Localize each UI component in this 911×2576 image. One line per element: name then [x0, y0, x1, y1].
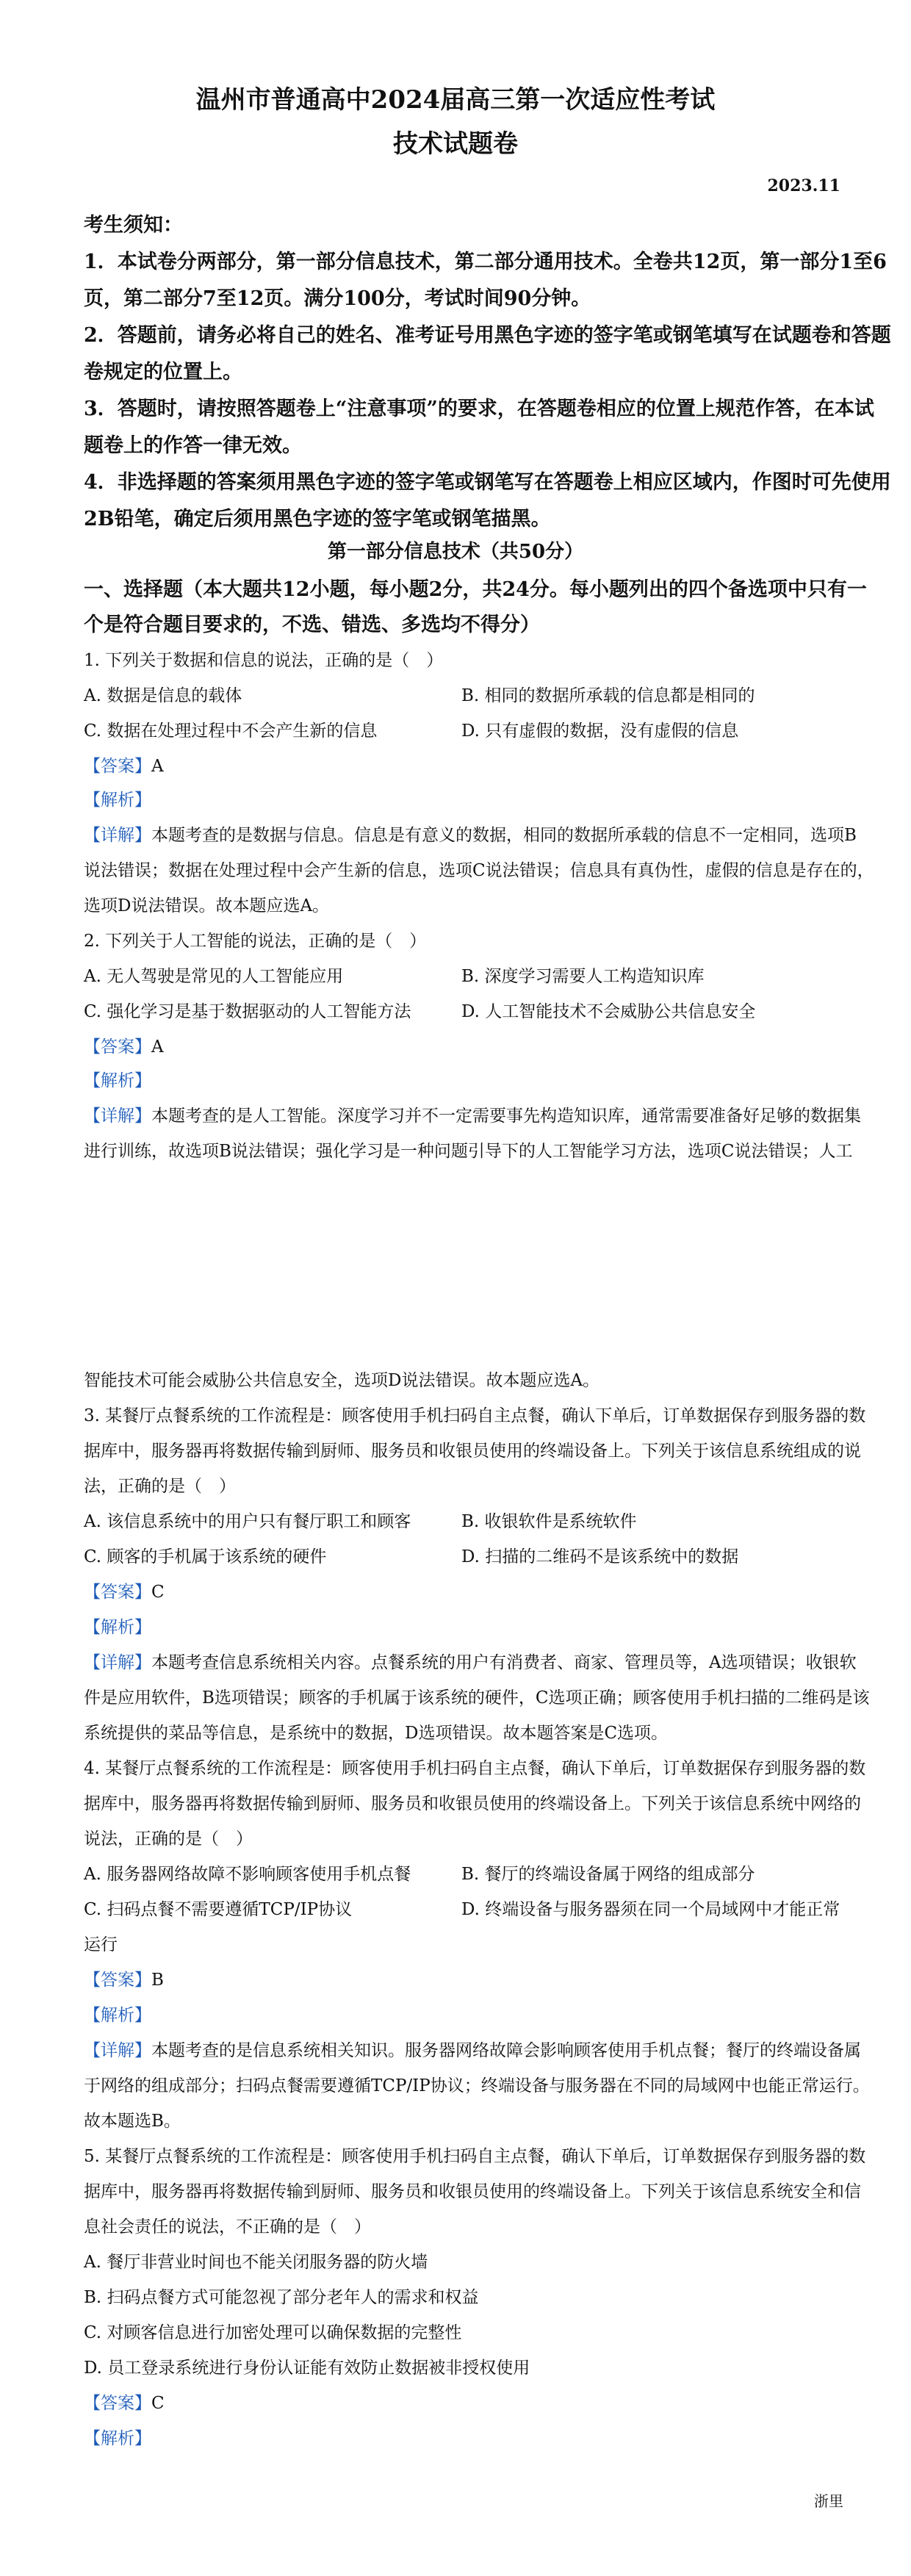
detail-tag: 【详解】 [84, 2041, 151, 2060]
option-b: B. 收银软件是系统软件 [461, 1512, 637, 1531]
option-d: D. 扫描的二维码不是该系统中的数据 [461, 1547, 739, 1566]
question-stem: 1. 下列关于数据和信息的说法，正确的是（ ） [84, 651, 444, 670]
answer-tag: 【答案】 [84, 1971, 151, 1990]
notice-line: 题卷上的作答一律无效。 [84, 434, 302, 457]
detail-text: 本题考查的是数据与信息。信息是有意义的数据，相同的数据所承载的信息不一定相同，选项B [151, 826, 857, 845]
detail-line: 故本题选B。 [84, 2112, 181, 2131]
detail-tag: 【详解】 [84, 826, 151, 845]
option-b: B. 扫码点餐方式可能忽视了部分老年人的需求和权益 [84, 2288, 479, 2307]
option-c: C. 顾客的手机属于该系统的硬件 [84, 1547, 327, 1566]
question-stem: 据库中，服务器再将数据传输到厨师、服务员和收银员使用的终端设备上。下列关于该信息系统中网络的 [84, 1794, 861, 1813]
answer-tag: 【答案】 [84, 2394, 151, 2413]
option-c: C. 数据在处理过程中不会产生新的信息 [84, 722, 378, 741]
answer-tag: 【答案】 [84, 1037, 151, 1057]
detail-text: 本题考查的是信息系统相关知识。服务器网络故障会影响顾客使用手机点餐；餐厅的终端设备属 [151, 2041, 861, 2060]
answer-value: A [151, 1037, 164, 1057]
answer-tag: 【答案】 [84, 757, 151, 776]
answer-line [84, 2389, 165, 2414]
detail-text: 本题考查信息系统相关内容。点餐系统的用户有消费者、商家、管理员等，A选项错误；收银软 [151, 1653, 857, 1672]
notice-line: 卷规定的位置上。 [84, 361, 242, 384]
section-instructions: 一、选择题（本大题共12小题，每小题2分，共24分。每小题列出的四个备选项中只有一 [84, 578, 867, 601]
analysis-tag: 【解析】 [84, 1618, 151, 1637]
notice-heading: 考生须知： [84, 214, 183, 237]
detail-line: 进行训练，故选项B说法错误；强化学习是一种问题引导下的人工智能学习方法，选项C说法错误；人工 [84, 1142, 853, 1161]
option-a: A. 无人驾驶是常见的人工智能应用 [84, 967, 344, 986]
notice-line: 3．答题时，请按照答题卷上“注意事项”的要求，在答题卷相应的位置上规范作答，在本试 [84, 397, 874, 420]
option-b: B. 深度学习需要人工构造知识库 [461, 967, 705, 986]
question-stem: 4. 某餐厅点餐系统的工作流程是：顾客使用手机扫码自主点餐，确认下单后，订单数据保存到服务器的数 [84, 1759, 866, 1778]
option-d: D. 只有虚假的数据，没有虚假的信息 [461, 722, 739, 741]
notice-line: 1．本试卷分两部分，第一部分信息技术，第二部分通用技术。全卷共12页，第一部分1至6 [84, 251, 887, 273]
detail-line: 智能技术可能会威胁公共信息安全，选项D说法错误。故本题应选A。 [84, 1371, 600, 1390]
answer-line [84, 1033, 164, 1057]
detail-line: 件是应用软件，B选项错误；顾客的手机属于该系统的硬件，C选项正确；顾客使用手机扫描的二维码是该 [84, 1688, 870, 1708]
exam-subtitle: 技术试题卷 [393, 129, 518, 159]
answer-line [84, 1578, 165, 1602]
detail-text: 本题考查的是人工智能。深度学习并不一定需要事先构造知识库，通常需要准备好足够的数据集 [151, 1107, 861, 1126]
answer-value: B [151, 1971, 164, 1990]
analysis-tag: 【解析】 [84, 1071, 151, 1090]
option-b: B. 餐厅的终端设备属于网络的组成部分 [461, 1865, 755, 1884]
exam-date: 2023.11 [767, 176, 840, 195]
question-stem: 2. 下列关于人工智能的说法，正确的是（ ） [84, 932, 427, 951]
analysis-tag: 【解析】 [84, 2006, 151, 2025]
detail-tag: 【详解】 [84, 1653, 151, 1672]
answer-value: C [151, 1583, 165, 1602]
notice-line: 4．非选择题的答案须用黑色字迹的签字笔或钢笔写在答题卷上相应区域内，作图时可先使用 [84, 471, 891, 494]
question-stem: 息社会责任的说法，不正确的是（ ） [84, 2217, 371, 2237]
option-d: D. 人工智能技术不会威胁公共信息安全 [461, 1002, 756, 1021]
section-instructions: 个是符合题目要求的，不选、错选、多选均不得分） [84, 614, 540, 636]
part-title: 第一部分信息技术（共50分） [327, 541, 584, 563]
option-a: A. 服务器网络故障不影响顾客使用手机点餐 [84, 1865, 411, 1884]
detail-line [84, 2037, 861, 2061]
option-d: D. 员工登录系统进行身份认证能有效防止数据被非授权使用 [84, 2359, 530, 2378]
question-stem: 据库中，服务器再将数据传输到厨师、服务员和收银员使用的终端设备上。下列关于该信息系统组成的说 [84, 1442, 861, 1461]
option-a: A. 餐厅非营业时间也不能关闭服务器的防火墙 [84, 2253, 428, 2272]
analysis-tag: 【解析】 [84, 791, 151, 810]
detail-line: 系统提供的菜品等信息，是系统中的数据，D选项错误。故本题答案是C选项。 [84, 1724, 669, 1743]
option-d-continued: 运行 [84, 1935, 118, 1954]
exam-title: 温州市普通高中2024届高三第一次适应性考试 [195, 85, 716, 115]
detail-line [84, 1649, 857, 1673]
question-stem: 据库中，服务器再将数据传输到厨师、服务员和收银员使用的终端设备上。下列关于该信息系统安全和信 [84, 2182, 861, 2201]
notice-line: 2．答题前，请务必将自己的姓名、准考证号用黑色字迹的签字笔或钢笔填写在试题卷和答题 [84, 324, 891, 347]
detail-tag: 【详解】 [84, 1107, 151, 1126]
detail-line [84, 821, 857, 846]
option-d: D. 终端设备与服务器须在同一个局域网中才能正常 [461, 1900, 840, 1919]
detail-line [84, 1102, 861, 1126]
option-c: C. 对顾客信息进行加密处理可以确保数据的完整性 [84, 2323, 462, 2342]
notice-line: 2B铅笔，确定后须用黑色字迹的签字笔或钢笔描黑。 [84, 508, 551, 530]
option-a: A. 该信息系统中的用户只有餐厅职工和顾客 [84, 1512, 411, 1531]
question-stem: 3. 某餐厅点餐系统的工作流程是：顾客使用手机扫码自主点餐，确认下单后，订单数据保存到服务器的数 [84, 1406, 866, 1425]
footer-mark: 浙里 [814, 2492, 843, 2510]
answer-line [84, 1966, 164, 1990]
option-c: C. 强化学习是基于数据驱动的人工智能方法 [84, 1002, 411, 1021]
option-c: C. 扫码点餐不需要遵循TCP/IP协议 [84, 1900, 353, 1919]
notice-line: 页，第二部分7至12页。满分100分，考试时间90分钟。 [84, 287, 591, 310]
question-stem: 5. 某餐厅点餐系统的工作流程是：顾客使用手机扫码自主点餐，确认下单后，订单数据保存到服务器的数 [84, 2147, 866, 2166]
detail-line: 选项D说法错误。故本题应选A。 [84, 896, 330, 915]
detail-line: 说法错误；数据在处理过程中会产生新的信息，选项C说法错误；信息具有真伪性，虚假的信息是存在的， [84, 861, 874, 880]
analysis-tag: 【解析】 [84, 2429, 151, 2448]
answer-tag: 【答案】 [84, 1583, 151, 1602]
option-b: B. 相同的数据所承载的信息都是相同的 [461, 686, 755, 705]
detail-line: 于网络的组成部分；扫码点餐需要遵循TCP/IP协议；终端设备与服务器在不同的局域网中也能正常运行。 [84, 2076, 870, 2095]
question-stem: 说法，正确的是（ ） [84, 1830, 253, 1849]
answer-value: C [151, 2394, 165, 2413]
answer-value: A [151, 757, 164, 776]
option-a: A. 数据是信息的载体 [84, 686, 242, 705]
question-stem: 法，正确的是（ ） [84, 1477, 236, 1496]
answer-line [84, 752, 164, 777]
